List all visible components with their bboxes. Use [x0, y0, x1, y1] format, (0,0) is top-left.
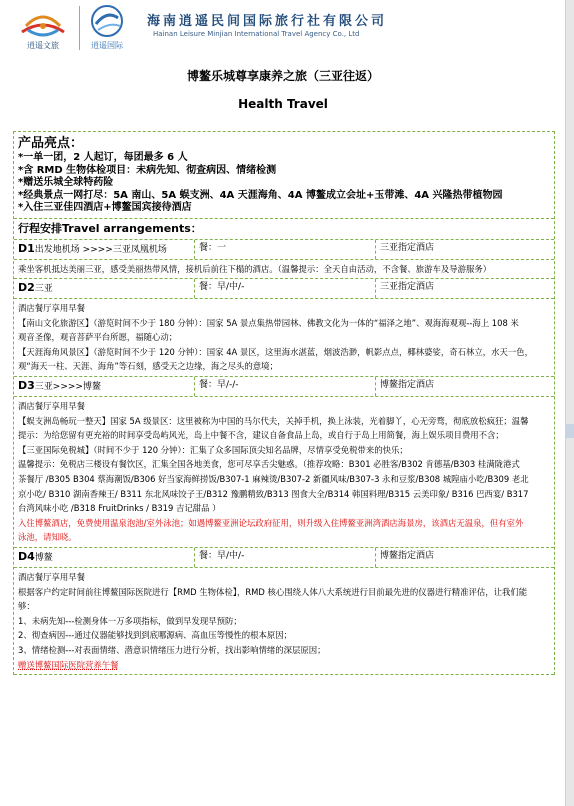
description-line: 入住博鳌酒店，免费使用温泉泡池/室外泳池；如遇博鳌亚洲论坛政府征用，则升级入住博鳌亚洲湾酒店海景房，该酒店无温泉，但有室外 — [18, 517, 524, 528]
description-line: 乘坐客机抵达美丽三亚，感受美丽热带风情，接机后前往下榻的酒店。（温馨提示：全天自由活动，不含餐、旅游车及导游服务） — [18, 263, 492, 274]
day-header-row — [14, 279, 554, 299]
description-line: 观“海天一柱、天涯、海角”等石刻，感受天之边缘，海之尽头的意境； — [18, 361, 278, 372]
day-header-row — [14, 377, 554, 397]
company-name-en: Hainan Leisure Minjian International Travel Agency Co., Ltd — [153, 30, 360, 38]
description-line: 3、情绪检测---对表面情绪、潜意识情绪压力进行分析，找出影响情绪的深层原因； — [18, 644, 326, 655]
highlight-line: *经典景点一网打尽：5A 南山、5A 蜈支洲、4A 天涯海角、4A 博鳌成立会址+玉带滩、4A 兴隆热带植物园 — [18, 189, 503, 201]
day-route-cell — [14, 548, 195, 567]
description-line: 1、未病先知---检测身体一万多项指标，做到早发现早预防； — [18, 615, 242, 626]
highlight-line: *入住三亚佳四酒店+博鳌国宾接待酒店 — [18, 202, 192, 213]
day-header-row — [14, 548, 554, 568]
description-line: 酒店餐厅享用早餐 — [18, 401, 85, 412]
highlights-section — [14, 132, 554, 219]
right-scrollbar[interactable] — [565, 0, 574, 806]
day-number: D2 — [18, 281, 35, 295]
highlight-line: *一单一团，2 人起订，每团最多 6 人 — [18, 152, 188, 163]
description-line: 温馨提示：免税店三楼设有餐饮区，汇集全国各地美食，您可尽享舌尖魅惑。（推荐攻略：B301 必胜客/B302 肯德基/B303 桂满陇港式 — [18, 459, 520, 470]
description-line: 提示：为给您留有更充裕的时间享受岛屿风光，岛上中餐不含，建议自备食品上岛，或自行于岛上用简餐，海上娱乐项目费用不含； — [18, 430, 504, 441]
description-line: 京小吃/ B310 湖南香辣王/ B311 东北风味饺子王/B312 豫鹏精致/B313 图食大全/B314 韩国料理/B315 云美印象/ B316 巴西宴/ B317 — [18, 488, 529, 499]
letterhead — [0, 0, 566, 58]
description-line: 台湾风味小吃 /B318 FruitDrinks / B319 吉记甜品 ） — [18, 503, 221, 514]
description-line: 观音圣像，观音菩萨平台所愿，福随心动； — [18, 332, 178, 343]
day-header-row — [14, 240, 554, 260]
day-route: 博鳌 — [34, 553, 53, 563]
day-number: D1 — [18, 241, 35, 255]
scrollbar-thumb[interactable] — [566, 424, 574, 438]
day-hotel: 博鳌指定酒店 — [380, 380, 435, 391]
company-name-cn: 海南逍遥民间国际旅行社有限公司 — [147, 14, 388, 29]
day-meals: 餐：早/中/- — [195, 279, 376, 298]
day-route-cell — [14, 279, 195, 298]
day-description — [14, 299, 554, 377]
page-subtitle: Health Travel — [238, 97, 328, 111]
day-description — [14, 568, 554, 675]
description-line: 赠送博鳌国际医院营养午餐 — [18, 659, 119, 670]
description-line: 【三亚国际免税城】（时间不少于 120 分钟）：汇集了众多国际顶尖知名品牌，尽情享受免税带来的快乐； — [18, 444, 408, 455]
description-line: 【天涯海角风景区】（游览时间不少于 120 分钟）：国家 4A 景区，这里海水湛蓝，烟波浩渺，帆影点点，椰林婆娑，奇石林立，水天一色， — [18, 346, 534, 357]
description-line: 泳池，请知晓。 — [18, 532, 77, 543]
day-number: D4 — [18, 550, 35, 563]
day-route: 出发地机场 >>>>三亚凤凰机场 — [34, 244, 167, 255]
day-meals: 餐：早/-/- — [195, 377, 376, 396]
xiaoyao-international-logo — [88, 4, 126, 38]
description-line: 酒店餐厅享用早餐 — [18, 303, 85, 314]
description-line: 2、彻查病因---通过仪器能够找到到底哪源病、高血压等慢性的根本原因； — [18, 630, 293, 641]
day-hotel: 博鳌指定酒店 — [380, 551, 435, 561]
highlight-line: *含 RMD 生物体检项目：未病先知、彻查病因、情绪检测 — [18, 164, 277, 176]
day-hotel: 三亚指定酒店 — [380, 242, 435, 253]
day-route-cell — [14, 377, 195, 396]
day-hotel: 三亚指定酒店 — [380, 282, 435, 293]
logo-right-text: 逍遥国际 — [91, 41, 123, 50]
day-number: D3 — [18, 379, 35, 393]
day-meals: 餐：早/中/- — [195, 548, 376, 567]
day-list — [14, 240, 554, 676]
highlight-line: *赠送乐城全球特药险 — [18, 177, 114, 188]
logo-left-text: 逍遥文旅 — [27, 41, 59, 50]
highlights-heading: 产品亮点： — [18, 136, 84, 151]
day-route: 三亚>>>>博鳌 — [34, 382, 101, 393]
itinerary-table — [13, 131, 555, 675]
description-line: 酒店餐厅享用早餐 — [18, 572, 85, 582]
page-title: 博鳌乐城尊享康养之旅（三亚往返） — [186, 69, 379, 83]
description-line: 【蜈支洲岛畅玩一整天】国家 5A 级景区：这里被称为中国的马尔代夫，关掉手机，换上泳装，光着脚丫，心无旁骛，彻底放松疯狂；温馨 — [18, 415, 529, 426]
itinerary-heading: 行程安排Travel arrangements： — [14, 219, 554, 240]
logo-divider — [79, 6, 80, 50]
description-line: 茶餐厅 /B305 B304 蔡海潮饭/B306 好当家海鲜捞饭/B307-1 麻辣烫/B307-2 新疆风味/B307-3 永和豆浆/B308 城隍庙小吃/B309 老北 — [18, 474, 529, 485]
day-meals: 餐：一 — [195, 240, 376, 259]
description-line: 根据客户约定时间前往博鳌国际医院进行【RMD 生物体检】，RMD 核心围绕人体八大系统进行目前最先进的仪器进行精准评估，让我们能 — [18, 586, 528, 597]
day-description — [14, 260, 554, 280]
description-line: 够： — [18, 601, 35, 612]
description-line: 【南山文化旅游区】（游览时间不少于 180 分钟）：国家 5A 景点集热带园林、佛教文化为一体的“福泽之地”、观海海观观--海上 108 米 — [18, 317, 519, 328]
day-description — [14, 397, 554, 548]
day-route-cell — [14, 240, 195, 259]
day-route: 三亚 — [34, 284, 53, 295]
